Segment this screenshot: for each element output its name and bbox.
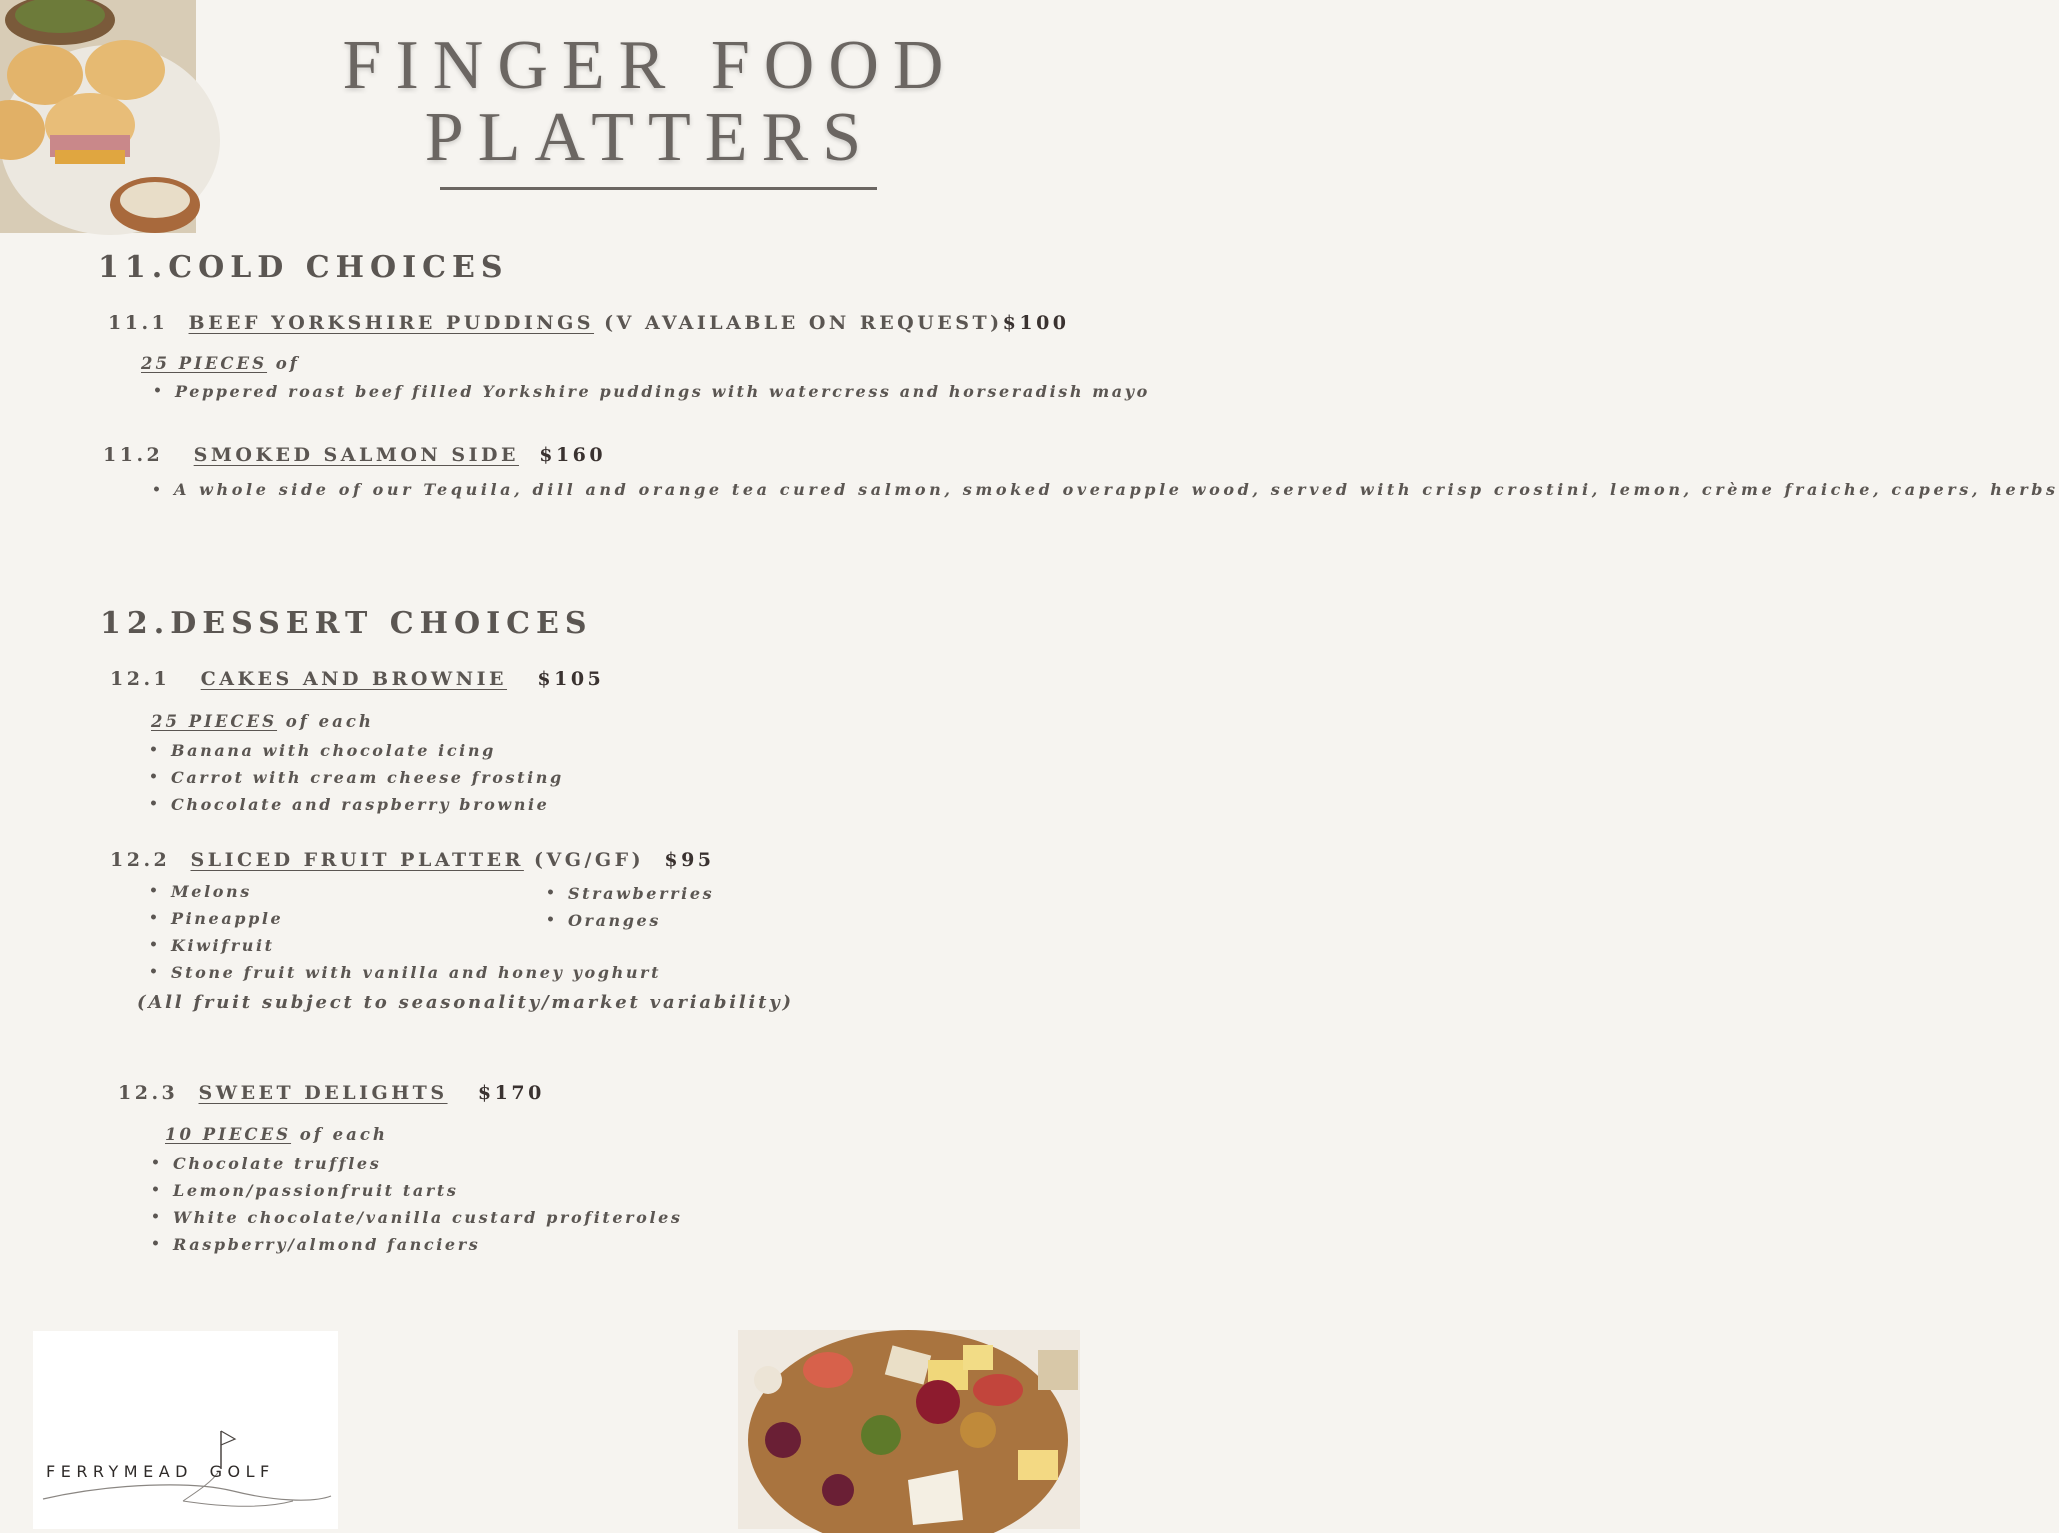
item-11-1-note xyxy=(141,354,300,373)
page-title xyxy=(330,27,970,176)
note-quantity: 25 PIECES xyxy=(141,354,268,373)
item-12-1-bullets xyxy=(149,737,564,818)
list-item: • Chocolate and raspberry brownie xyxy=(149,791,564,818)
item-12-3-bullets xyxy=(151,1150,683,1258)
item-number: 12.3 xyxy=(118,1082,179,1104)
item-12-3-line xyxy=(118,1082,545,1104)
item-12-3-note xyxy=(165,1125,388,1144)
note-rest: of xyxy=(275,354,300,373)
logo-text-left: FERRYMEAD xyxy=(46,1462,193,1481)
list-item: • Oranges xyxy=(546,907,714,934)
item-12-2-line xyxy=(110,849,715,871)
item-price: $100 xyxy=(1002,312,1070,334)
sliders-photo xyxy=(0,0,196,233)
title-divider xyxy=(440,187,877,190)
item-name: BEEF YORKSHIRE PUDDINGS xyxy=(188,312,595,334)
item-number: 12.1 xyxy=(110,668,171,690)
item-12-1-note xyxy=(151,712,374,731)
cheese-platter-photo xyxy=(738,1330,1080,1529)
list-item: • Carrot with cream cheese frosting xyxy=(149,764,564,791)
item-price: $95 xyxy=(664,849,715,871)
ferrymead-golf-logo xyxy=(33,1331,338,1529)
item-number: 11.1 xyxy=(108,312,169,334)
list-item: • Chocolate truffles xyxy=(151,1150,683,1177)
item-12-2-bullets-right xyxy=(546,880,714,934)
item-12-1-line xyxy=(110,668,604,690)
section-heading-dessert: 12.DESSERT CHOICES xyxy=(100,606,593,641)
item-11-2-line xyxy=(103,444,606,466)
item-price: $170 xyxy=(477,1082,545,1104)
item-number: 12.2 xyxy=(110,849,171,871)
item-name: SLICED FRUIT PLATTER xyxy=(190,849,524,871)
item-price: $105 xyxy=(537,668,605,690)
list-item: • Raspberry/almond fanciers xyxy=(151,1231,683,1258)
list-item: • Kiwifruit xyxy=(149,932,661,959)
list-item: • Strawberries xyxy=(546,880,714,907)
logo-wordmark xyxy=(46,1462,275,1481)
item-name: SWEET DELIGHTS xyxy=(198,1082,448,1104)
note-quantity: 25 PIECES xyxy=(151,712,278,731)
list-item: • Lemon/passionfruit tarts xyxy=(151,1177,683,1204)
list-item: • A whole side of our Tequila, dill and orange tea cured salmon, smoked overapple wood, served with crisp crostini, lemon, crème fraiche, capers, herbs xyxy=(152,477,992,503)
item-suffix: (V AVAILABLE ON REQUEST) xyxy=(604,312,1003,334)
note-rest: of each xyxy=(299,1125,388,1144)
note-rest: of each xyxy=(285,712,374,731)
title-line-2: PLATTERS xyxy=(424,99,876,176)
item-11-2-bullets xyxy=(152,477,2059,503)
item-number: 11.2 xyxy=(103,444,164,466)
logo-text-right: GOLF xyxy=(209,1462,275,1481)
item-price: $160 xyxy=(539,444,607,466)
list-item: • Banana with chocolate icing xyxy=(149,737,564,764)
item-suffix: (VG/GF) xyxy=(534,849,645,871)
item-name: SMOKED SALMON SIDE xyxy=(193,444,519,466)
title-line-1: FINGER FOOD xyxy=(342,27,958,104)
item-11-1-line xyxy=(108,312,1070,334)
list-item: • Pineapple xyxy=(149,905,661,932)
list-item: • Melons xyxy=(149,878,661,905)
list-item: • Stone fruit with vanilla and honey yoghurt xyxy=(149,959,661,986)
section-heading-cold: 11.COLD CHOICES xyxy=(98,250,509,285)
list-item: • White chocolate/vanilla custard profiteroles xyxy=(151,1204,683,1231)
note-quantity: 10 PIECES xyxy=(165,1125,292,1144)
fruit-footnote: (All fruit subject to seasonality/market variability) xyxy=(137,992,794,1013)
item-11-1-bullets xyxy=(153,378,1150,405)
item-name: CAKES AND BROWNIE xyxy=(200,668,508,690)
list-item: • Peppered roast beef filled Yorkshire puddings with watercress and horseradish mayo xyxy=(153,378,1043,405)
